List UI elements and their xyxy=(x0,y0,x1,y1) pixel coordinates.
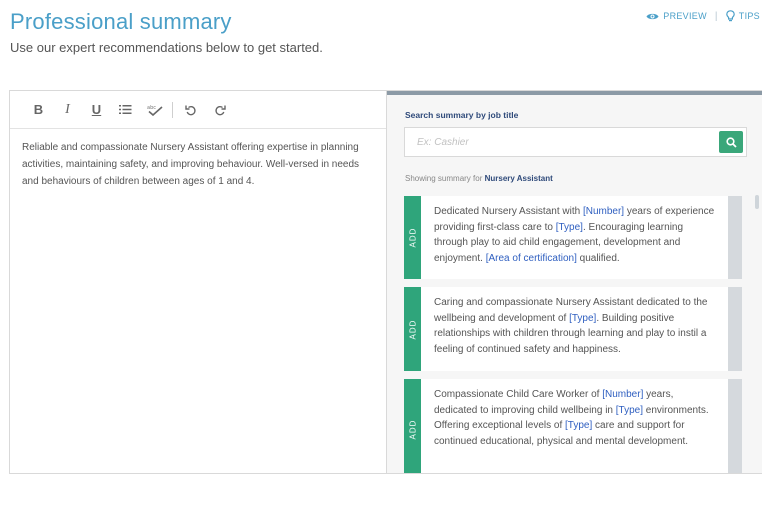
suggestion-text-segment: environments. Offering exceptional levels of xyxy=(434,404,709,432)
suggestion-text-segment: . Building positive relationships with children through learning and play to instil a feeling of continued safety and happiness. xyxy=(434,312,707,355)
summary-builder xyxy=(9,90,762,474)
placeholder-token: [Type] xyxy=(569,312,597,324)
suggestion-text xyxy=(421,287,728,371)
preview-label: PREVIEW xyxy=(663,11,707,21)
search-button[interactable] xyxy=(719,131,743,153)
undo-icon xyxy=(185,104,197,116)
add-button[interactable] xyxy=(404,287,421,371)
summary-editor xyxy=(10,91,387,473)
suggestion-text-segment: years of experience providing first-class care to xyxy=(434,206,715,233)
search-icon xyxy=(726,137,737,148)
spellcheck-icon xyxy=(147,104,163,116)
placeholder-token: [Area of certification] xyxy=(485,252,577,264)
suggestions-scrollbar[interactable] xyxy=(755,195,759,209)
tips-label: TIPS xyxy=(738,11,760,21)
showing-prefix: Showing summary for xyxy=(405,174,483,183)
page-title: Professional summary xyxy=(10,9,232,34)
search-box xyxy=(404,127,747,157)
placeholder-token: [Number] xyxy=(602,389,644,400)
editor-toolbar xyxy=(10,91,386,129)
bold-button[interactable]: B xyxy=(33,102,44,117)
redo-icon xyxy=(214,104,226,116)
tips-link[interactable] xyxy=(726,10,760,22)
underline-button[interactable]: U xyxy=(91,102,102,117)
placeholder-token: [Type] xyxy=(615,404,644,416)
placeholder-token: [Type] xyxy=(565,420,593,432)
link-divider: | xyxy=(714,10,718,22)
add-label: ADD xyxy=(408,419,418,439)
italic-button[interactable]: I xyxy=(65,101,70,117)
page-subtitle: Use our expert recommendations below to get started. xyxy=(10,40,323,55)
suggestion-card[interactable] xyxy=(404,196,742,279)
toolbar-divider xyxy=(172,102,173,118)
add-label: ADD xyxy=(408,319,418,339)
bullet-list-icon xyxy=(119,104,132,115)
suggestion-text-segment: care and support for continued educational, physical and mental development. xyxy=(434,420,689,447)
suggestion-card[interactable] xyxy=(404,379,742,473)
top-links xyxy=(646,10,760,22)
spellcheck-button[interactable] xyxy=(140,99,169,121)
suggestion-text xyxy=(421,196,728,279)
suggestion-card[interactable] xyxy=(404,287,742,371)
bullet-list-button[interactable] xyxy=(111,99,140,121)
showing-summary-label xyxy=(405,174,553,183)
suggestion-text-segment: . Encouraging learning through play to aid child engagement, development and enjoyment. xyxy=(434,221,684,264)
suggestion-text-segment: Caring and compassionate Nursery Assistant dedicated to the wellbeing and development of xyxy=(434,297,708,324)
add-button[interactable] xyxy=(404,379,421,473)
suggestion-text-segment: Dedicated Nursery Assistant with xyxy=(434,206,583,217)
eye-icon xyxy=(646,12,659,21)
search-label: Search summary by job title xyxy=(405,110,519,120)
job-title-search-input[interactable] xyxy=(405,128,717,156)
suggestion-text-segment: years, dedicated to improving child wellbeing in xyxy=(434,389,674,416)
undo-button[interactable] xyxy=(176,99,205,121)
suggestion-text-segment: qualified. xyxy=(576,252,620,264)
redo-button[interactable] xyxy=(205,99,234,121)
placeholder-token: [Number] xyxy=(582,206,625,217)
showing-job-title: Nursery Assistant xyxy=(484,174,553,183)
summary-text-area[interactable]: Reliable and compassionate Nursery Assistant offering expertise in planning activities, maintaining safety, and improving behaviour. Well-versed in needs and behaviours of children between ages of 1 and 4. xyxy=(22,142,360,187)
suggestion-text xyxy=(421,379,728,473)
svg-text:abc: abc xyxy=(146,104,156,111)
suggestion-text-segment: Compassionate Child Care Worker of xyxy=(434,389,603,400)
preview-link[interactable] xyxy=(646,11,707,21)
placeholder-token: [Type] xyxy=(555,221,583,233)
add-button[interactable] xyxy=(404,196,421,279)
add-label: ADD xyxy=(408,227,418,248)
lightbulb-icon xyxy=(726,10,735,22)
recommendations-panel xyxy=(387,91,762,473)
